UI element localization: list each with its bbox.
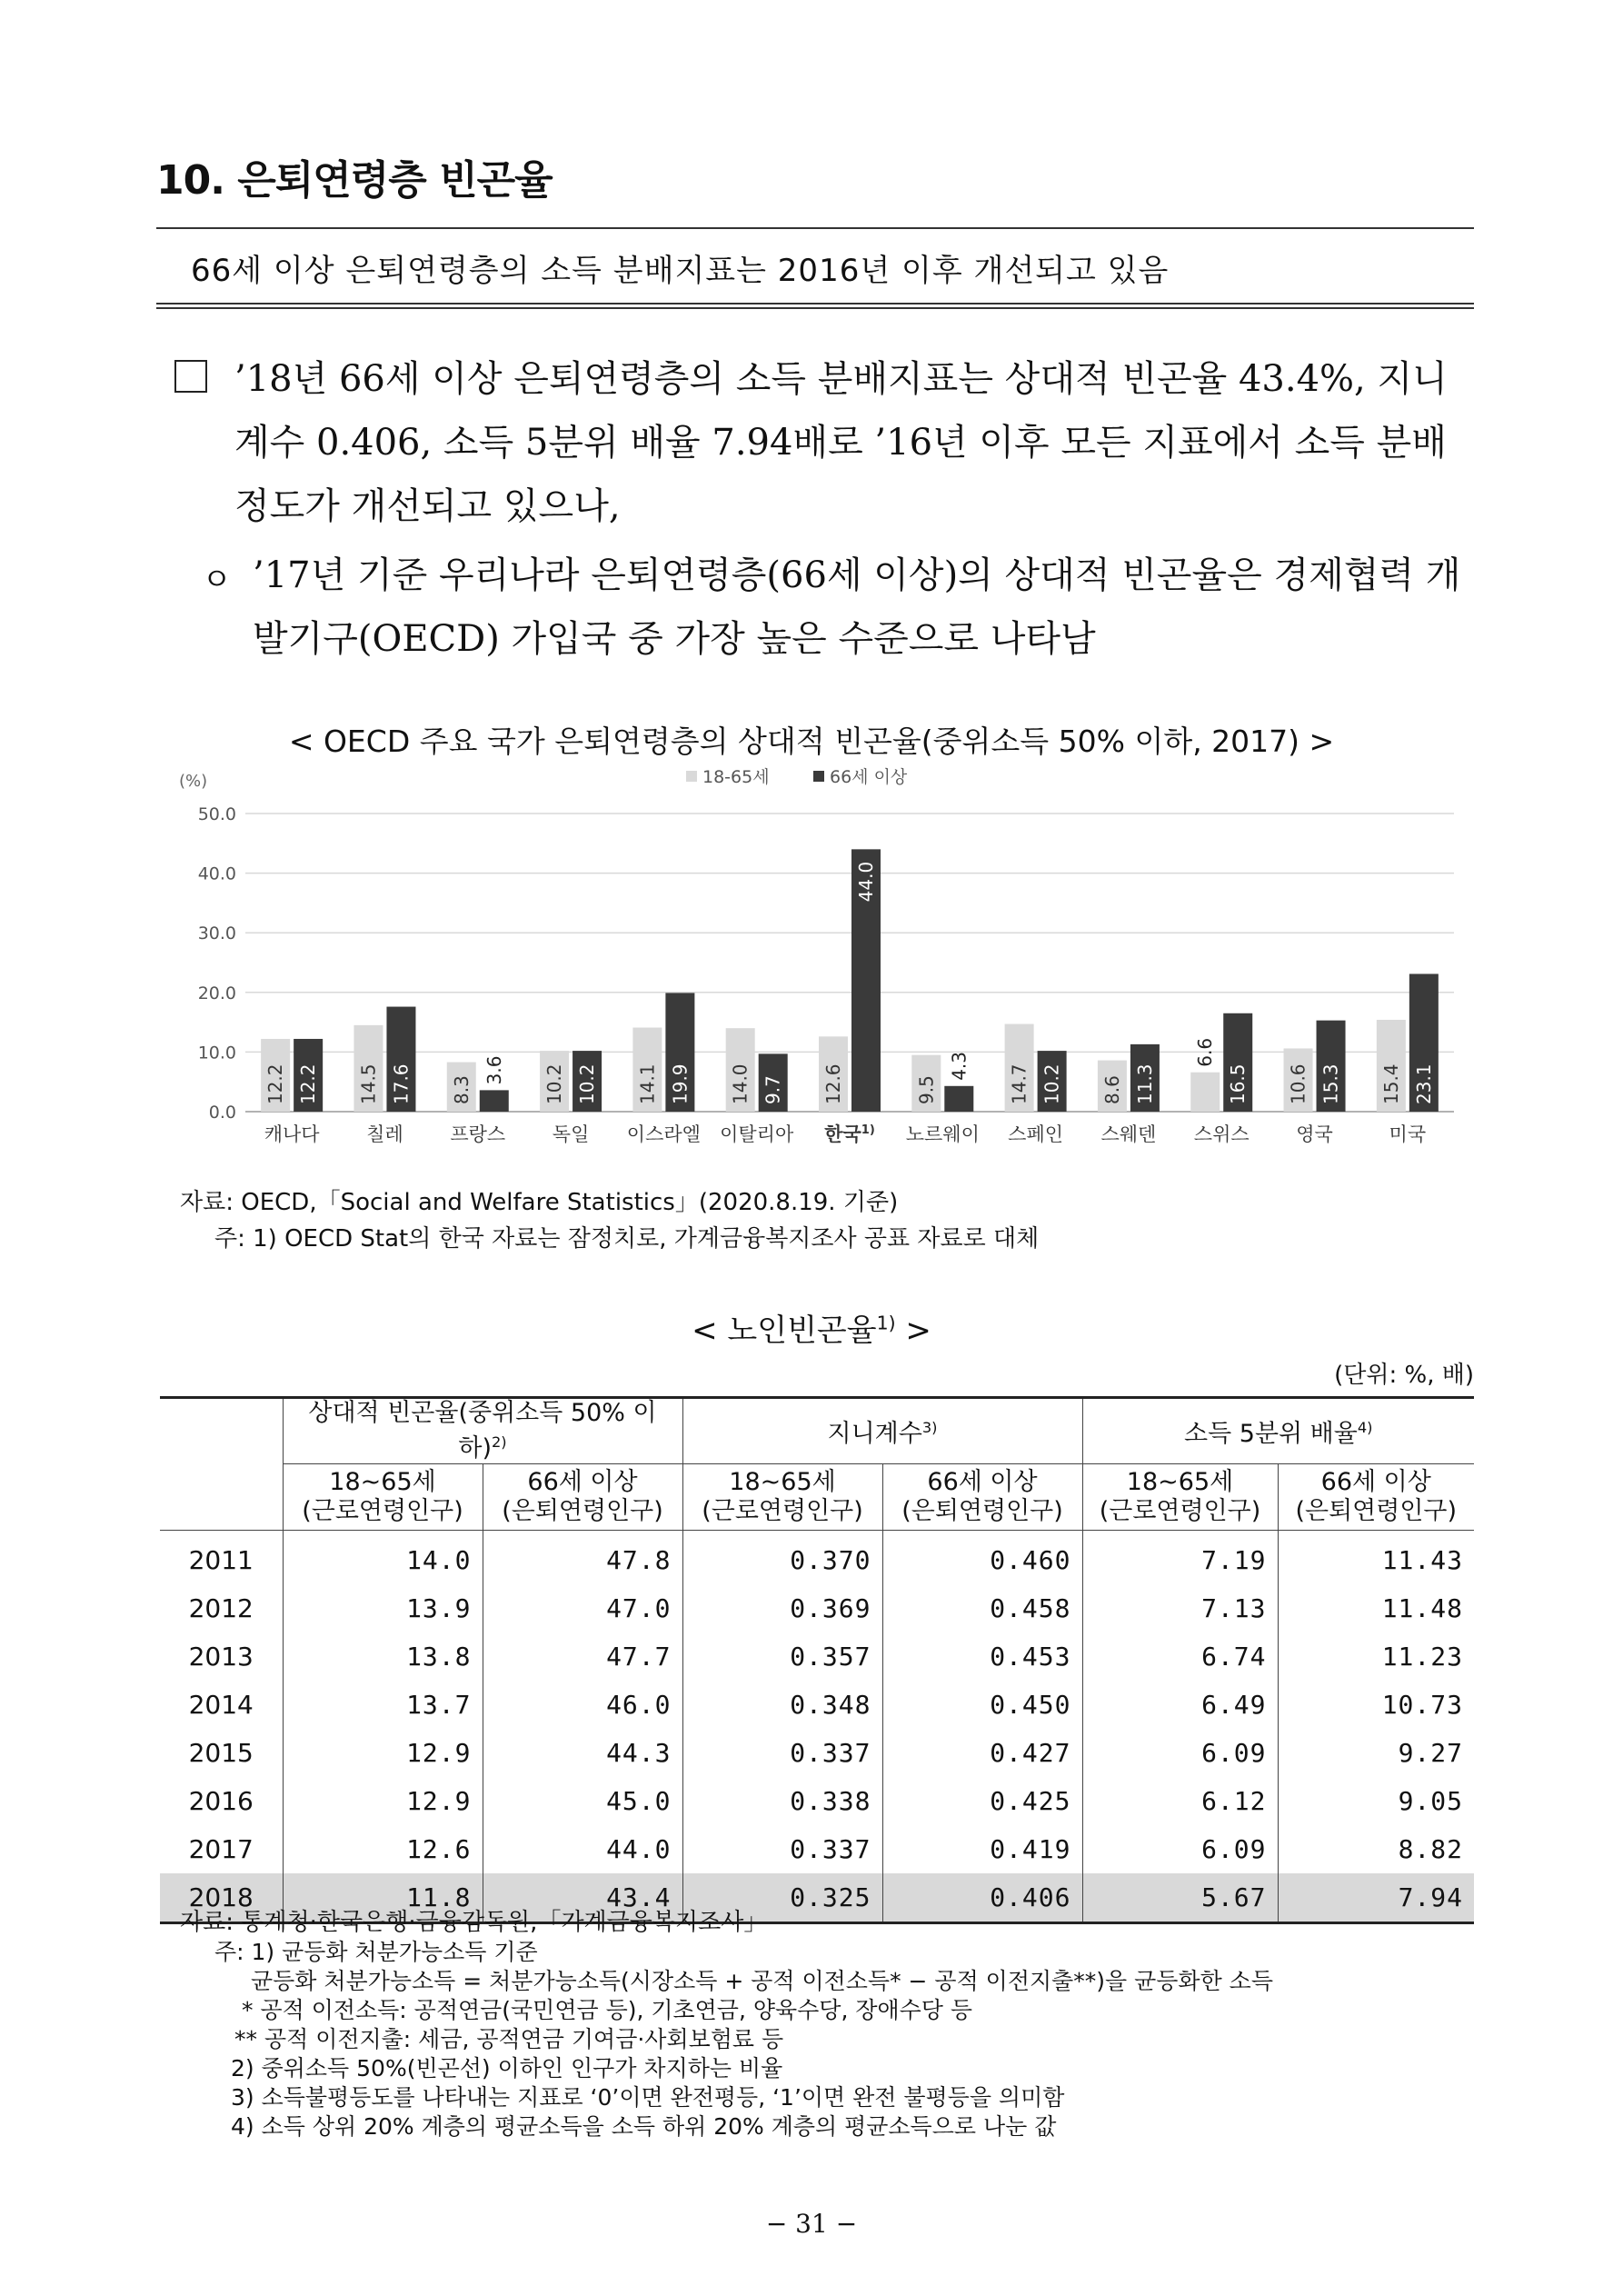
- summary-top-rule: [156, 227, 1474, 229]
- y-axis-unit: (%): [179, 772, 208, 791]
- sub-header-retired: [483, 1464, 682, 1531]
- chart-title: < OECD 주요 국가 은퇴연령층의 상대적 빈곤율(중위소득 50% 이하, 2017) >: [288, 724, 1335, 759]
- sub-line-1: 18~65세: [1126, 1468, 1234, 1496]
- table-note-line: 3) 소득불평등도를 나타내는 지표로 ‘0’이면 완전평등, ‘1’이면 완전 불평등을 의미함: [231, 2084, 1065, 2111]
- x-category-label: 이탈리아: [720, 1123, 794, 1145]
- bar-data-label: 12.2: [297, 1063, 320, 1104]
- year-cell: 2018: [160, 1873, 283, 1923]
- value-cell: 13.9: [283, 1584, 483, 1632]
- group-sup: 4): [1357, 1419, 1373, 1436]
- bar: [1190, 1073, 1220, 1112]
- korea-note-sup: 1): [861, 1123, 875, 1137]
- group-label: 상대적 빈곤율(중위소득 50% 이하): [308, 1399, 657, 1462]
- value-cell: 13.8: [283, 1632, 483, 1681]
- year-cell: 2014: [188, 1690, 254, 1720]
- bar-data-label: 4.3: [948, 1051, 971, 1081]
- bar-data-label: 11.3: [1133, 1063, 1156, 1104]
- value-cell: 0.453: [882, 1632, 1082, 1681]
- value-cell: 6.49: [1082, 1681, 1278, 1729]
- y-tick-label: 0.0: [208, 1103, 236, 1123]
- summary-line: 66세 이상 은퇴연령층의 소득 분배지표는 2016년 이후 개선되고 있음: [191, 253, 1170, 289]
- value-cell: 6.09: [1082, 1825, 1278, 1873]
- legend-label: 66세 이상: [830, 767, 908, 787]
- page-number: − 31 −: [765, 2209, 858, 2239]
- table-title-end: >: [905, 1313, 931, 1349]
- x-category-label: 한국$^{1)}$: [824, 1123, 875, 1145]
- x-category-label: 미국: [1389, 1123, 1427, 1145]
- summary-bottom-rule: [156, 303, 1474, 304]
- bar-data-label: 14.7: [1008, 1063, 1031, 1104]
- bar: [944, 1086, 973, 1112]
- value-cell: 0.325: [682, 1873, 882, 1923]
- value-cell: 11.8: [283, 1873, 483, 1923]
- table-row: [160, 1531, 1474, 1585]
- bar-data-label: 15.4: [1379, 1063, 1402, 1104]
- elderly-poverty-table: [160, 1396, 1474, 1924]
- x-category-label: 스위스: [1193, 1123, 1250, 1145]
- table-note-line: 균등화 처분가능소득 = 처분가능소득(시장소득 + 공적 이전소득* − 공적 이전지출**)을 균등화한 소득: [251, 1968, 1273, 1994]
- sub-line-2: (근로연령인구): [1099, 1497, 1261, 1525]
- summary-bottom-rule-2: [156, 307, 1474, 309]
- value-cell: 6.12: [1082, 1777, 1278, 1825]
- year-cell: 2011: [188, 1545, 254, 1575]
- value-cell: 0.348: [682, 1681, 882, 1729]
- sub-line-2: (근로연령인구): [702, 1497, 863, 1525]
- value-cell: 0.370: [682, 1531, 882, 1585]
- y-tick-label: 40.0: [197, 863, 236, 884]
- bar-data-label: 10.2: [576, 1063, 599, 1104]
- paragraph-2: ’17년 기준 우리나라 은퇴연령층(66세 이상)의 상대적 빈곤율은 경제협력 개발기구(OECD) 가입국 중 가장 높은 수준으로 나타남: [253, 554, 1461, 660]
- year-cell: 2013: [188, 1642, 254, 1672]
- y-tick-label: 30.0: [197, 923, 236, 944]
- corner-cell: [160, 1398, 283, 1531]
- value-cell: 44.3: [483, 1729, 682, 1777]
- group-label: 소득 5분위 배율: [1184, 1420, 1358, 1448]
- value-cell: 0.427: [882, 1729, 1082, 1777]
- value-cell: 0.337: [682, 1825, 882, 1873]
- value-cell: 11.48: [1278, 1584, 1474, 1632]
- value-cell: 8.82: [1278, 1825, 1474, 1873]
- bar-data-label: 9.5: [915, 1075, 938, 1104]
- bar-data-label: 10.6: [1287, 1063, 1309, 1104]
- value-cell: 0.425: [882, 1777, 1082, 1825]
- value-cell: 7.19: [1082, 1531, 1278, 1585]
- group-header-poverty: [283, 1398, 682, 1464]
- poverty-bar-chart: [159, 759, 1468, 1168]
- table-unit: (단위: %, 배): [1334, 1362, 1474, 1389]
- bar-data-label: 8.6: [1100, 1075, 1123, 1104]
- bar-data-label: 23.1: [1412, 1063, 1435, 1104]
- value-cell: 0.337: [682, 1729, 882, 1777]
- value-cell: 47.8: [483, 1531, 682, 1585]
- sub-line-2: (은퇴연령인구): [901, 1497, 1063, 1525]
- bar-data-label: 10.2: [1041, 1063, 1063, 1104]
- year-cell: 2012: [188, 1593, 254, 1623]
- table-note-line: * 공적 이전소득: 공적연금(국민연금 등), 기초연금, 양육수당, 장애수당 등: [242, 1997, 973, 2023]
- sub-line-1: 18~65세: [729, 1468, 836, 1496]
- table-note-line: 2) 중위소득 50%(빈곤선) 이하인 인구가 차지하는 비율: [231, 2055, 783, 2081]
- year-cell: 2017: [188, 1834, 254, 1864]
- chart-source: 자료: OECD,「Social and Welfare Statistics」(2020.8.19. 기준): [180, 1189, 899, 1216]
- group-sup: 3): [921, 1419, 938, 1436]
- value-cell: 6.09: [1082, 1729, 1278, 1777]
- bar-data-label: 17.6: [390, 1063, 413, 1104]
- value-cell: 12.9: [283, 1729, 483, 1777]
- table-row: [160, 1729, 1474, 1777]
- value-cell: 0.338: [682, 1777, 882, 1825]
- x-category-label: 스페인: [1008, 1123, 1064, 1145]
- value-cell: 0.419: [882, 1825, 1082, 1873]
- value-cell: 7.94: [1278, 1873, 1474, 1923]
- bar-data-label: 12.6: [822, 1063, 844, 1104]
- legend-swatch: [813, 771, 824, 782]
- legend-swatch: [686, 771, 697, 782]
- year-cell: 2016: [188, 1786, 254, 1816]
- bar: [480, 1090, 509, 1112]
- table-note-line: ** 공적 이전지출: 세금, 공적연금 기여금·사회보험료 등: [234, 2026, 784, 2052]
- value-cell: 0.450: [882, 1681, 1082, 1729]
- value-cell: 47.0: [483, 1584, 682, 1632]
- sub-header-retired: [1278, 1464, 1474, 1531]
- bar-data-label: 44.0: [855, 861, 877, 903]
- value-cell: 6.74: [1082, 1632, 1278, 1681]
- x-category-label: 이스라엘: [626, 1123, 701, 1145]
- value-cell: 12.6: [283, 1825, 483, 1873]
- bar-data-label: 14.1: [636, 1063, 659, 1104]
- bar-data-label: 8.3: [450, 1075, 473, 1104]
- table-title: [0, 1305, 1623, 1350]
- section-title: 10. 은퇴연령층 빈곤율: [156, 157, 553, 204]
- value-cell: 14.0: [283, 1531, 483, 1585]
- value-cell: 0.406: [882, 1873, 1082, 1923]
- group-header-gini: [682, 1398, 1082, 1464]
- value-cell: 0.369: [682, 1584, 882, 1632]
- bar-data-label: 10.2: [543, 1063, 566, 1104]
- bar-data-label: 14.0: [729, 1063, 752, 1104]
- table-row: [160, 1777, 1474, 1825]
- bar-data-label: 19.9: [669, 1063, 692, 1104]
- value-cell: 44.0: [483, 1825, 682, 1873]
- table-source: 자료: 통계청·한국은행·금융감독원,「가계금융복지조사」: [180, 1909, 768, 1936]
- sub-header-working: [682, 1464, 882, 1531]
- box-bullet-icon: [174, 360, 207, 393]
- sub-header-working: [283, 1464, 483, 1531]
- value-cell: 45.0: [483, 1777, 682, 1825]
- bar-data-label: 14.5: [357, 1063, 380, 1104]
- table-note-line: 4) 소득 상위 20% 계층의 평균소득을 소득 하위 20% 계층의 평균소득으로 나눈 값: [231, 2113, 1057, 2140]
- value-cell: 9.27: [1278, 1729, 1474, 1777]
- bar-data-label: 3.6: [483, 1055, 505, 1085]
- value-cell: 13.7: [283, 1681, 483, 1729]
- bar-data-label: 9.7: [762, 1075, 784, 1104]
- sub-line-2: (은퇴연령인구): [502, 1497, 663, 1525]
- chart-note: 주: 1) OECD Stat의 한국 자료는 잠정치로, 가계금융복지조사 공표 자료로 대체: [214, 1225, 1040, 1253]
- table-note-line: 주: 1) 균등화 처분가능소득 기준: [214, 1939, 538, 1965]
- group-label: 지니계수: [827, 1420, 922, 1448]
- table-title-text: < 노인빈곤율: [692, 1313, 877, 1349]
- value-cell: 46.0: [483, 1681, 682, 1729]
- table-row: [160, 1584, 1474, 1632]
- paragraph-1: ’18년 66세 이상 은퇴연령층의 소득 분배지표는 상대적 빈곤율 43.4%, 지니계수 0.406, 소득 5분위 배율 7.94배로 ’16년 이후 모든 지표에서 소득 분배 정도가 개선되고 있으나,: [234, 358, 1448, 527]
- y-tick-label: 20.0: [197, 983, 236, 1003]
- value-cell: 9.05: [1278, 1777, 1474, 1825]
- x-category-label: 칠레: [366, 1123, 403, 1145]
- sub-line-1: 66세 이상: [1320, 1468, 1431, 1496]
- group-sup: 2): [492, 1433, 507, 1451]
- bar-data-label: 12.2: [264, 1063, 287, 1104]
- value-cell: 7.13: [1082, 1584, 1278, 1632]
- sub-header-retired: [882, 1464, 1082, 1531]
- sub-line-2: (은퇴연령인구): [1295, 1497, 1458, 1525]
- sub-line-2: (근로연령인구): [302, 1497, 463, 1525]
- bar-data-label: 6.6: [1194, 1037, 1217, 1067]
- table-row: [160, 1825, 1474, 1873]
- value-cell: 10.73: [1278, 1681, 1474, 1729]
- table-row: [160, 1632, 1474, 1681]
- x-category-label: 프랑스: [450, 1123, 506, 1145]
- table-notes: [214, 1938, 1273, 2141]
- table-title-sup: 1): [876, 1312, 896, 1334]
- sub-line-1: 66세 이상: [927, 1468, 1038, 1496]
- x-category-label: 영국: [1296, 1123, 1333, 1145]
- bar-data-label: 16.5: [1227, 1063, 1250, 1104]
- year-cell: 2015: [188, 1738, 254, 1768]
- y-tick-label: 50.0: [197, 804, 236, 824]
- x-category-label: 노르웨이: [905, 1123, 980, 1145]
- sub-line-1: 18~65세: [329, 1468, 436, 1496]
- value-cell: 12.9: [283, 1777, 483, 1825]
- table-row: [160, 1681, 1474, 1729]
- value-cell: 47.7: [483, 1632, 682, 1681]
- group-header-quintile: [1082, 1398, 1474, 1464]
- legend-label: 18-65세: [702, 767, 770, 787]
- sub-header-working: [1082, 1464, 1278, 1531]
- circle-bullet-icon: ㅇ: [202, 562, 232, 598]
- value-cell: 11.23: [1278, 1632, 1474, 1681]
- x-category-label: 독일: [552, 1123, 590, 1145]
- y-tick-label: 10.0: [197, 1043, 236, 1063]
- value-cell: 43.4: [483, 1873, 682, 1923]
- value-cell: 0.458: [882, 1584, 1082, 1632]
- x-category-label: 캐나다: [264, 1123, 320, 1145]
- bar-data-label: 15.3: [1319, 1063, 1342, 1104]
- sub-line-1: 66세 이상: [527, 1468, 638, 1496]
- value-cell: 0.357: [682, 1632, 882, 1681]
- value-cell: 11.43: [1278, 1531, 1474, 1585]
- value-cell: 5.67: [1082, 1873, 1278, 1923]
- value-cell: 0.460: [882, 1531, 1082, 1585]
- x-category-label: 스웨덴: [1100, 1123, 1157, 1145]
